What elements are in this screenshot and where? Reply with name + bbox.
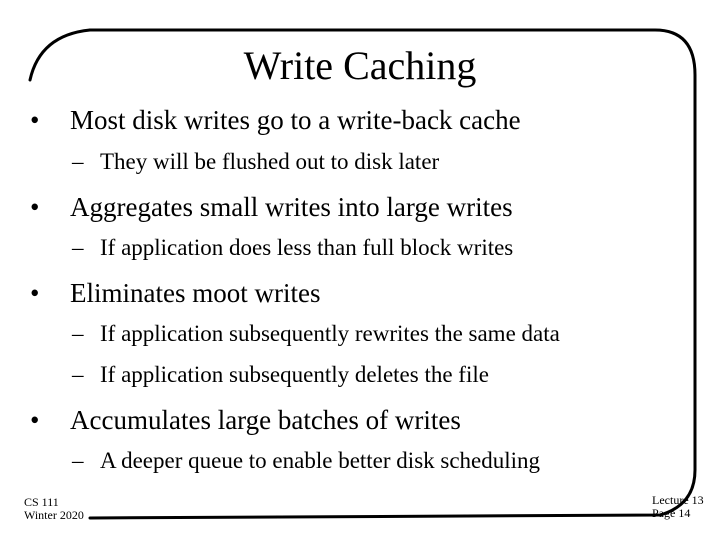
slide-title: Write Caching — [243, 43, 477, 88]
footer-course-info — [24, 496, 84, 522]
bullet-text: Most disk writes go to a write-back cache — [70, 105, 521, 135]
sub-bullet-item — [72, 320, 560, 348]
page-label: Page 14 — [652, 506, 691, 520]
sub-bullet-item — [72, 234, 513, 262]
bullet-glyph: • — [30, 192, 40, 222]
bullet-glyph: • — [30, 278, 40, 308]
bullet-glyph: • — [30, 105, 40, 135]
course-label: CS 111 — [24, 495, 59, 509]
dash-glyph: – — [72, 448, 84, 473]
bullet-item — [30, 190, 513, 224]
footer-lecture-info — [652, 494, 704, 520]
term-label: Winter 2020 — [24, 508, 84, 522]
bullet-item — [30, 103, 521, 137]
sub-bullet-text: They will be flushed out to disk later — [100, 149, 440, 174]
bullet-glyph: • — [30, 405, 40, 435]
dash-glyph: – — [72, 235, 84, 260]
bullet-item — [30, 403, 461, 437]
sub-bullet-item — [72, 361, 489, 389]
sub-bullet-text: If application does less than full block writes — [100, 235, 514, 260]
bullet-item — [30, 276, 320, 310]
sub-bullet-item — [72, 447, 540, 475]
sub-bullet-item — [72, 148, 439, 176]
sub-bullet-text: A deeper queue to enable better disk scheduling — [100, 448, 541, 473]
bullet-text: Aggregates small writes into large writes — [70, 192, 513, 222]
dash-glyph: – — [72, 149, 84, 174]
dash-glyph: – — [72, 362, 84, 387]
sub-bullet-text: If application subsequently deletes the file — [100, 362, 489, 387]
bullet-text: Eliminates moot writes — [70, 278, 321, 308]
dash-glyph: – — [72, 321, 84, 346]
sub-bullet-text: If application subsequently rewrites the same data — [100, 321, 560, 346]
bullet-text: Accumulates large batches of writes — [70, 405, 461, 435]
lecture-label: Lecture 13 — [652, 493, 704, 507]
